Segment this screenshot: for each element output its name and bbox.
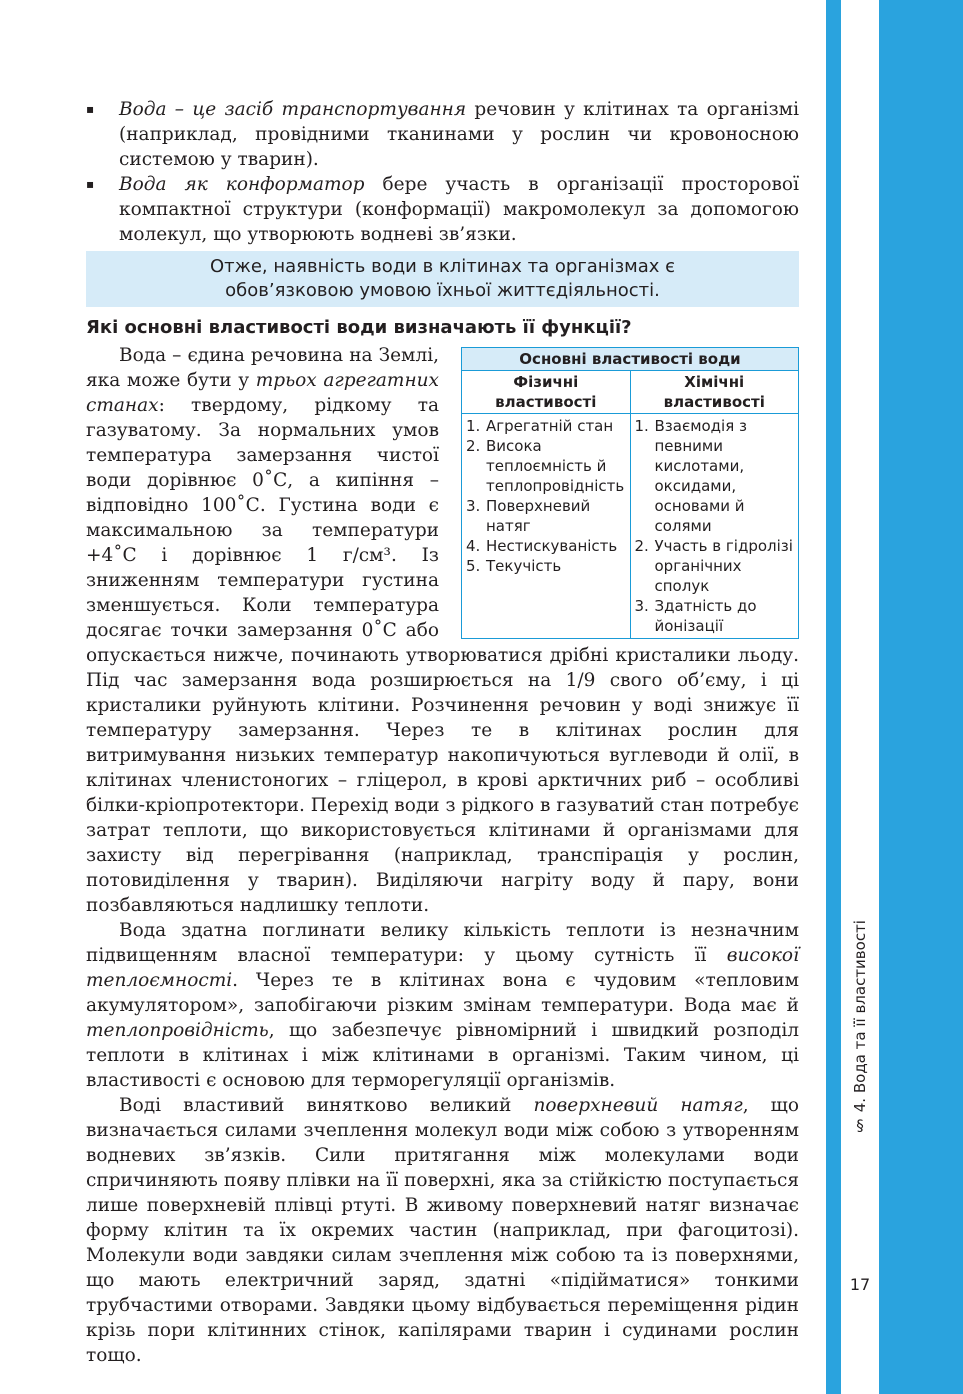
bullet-marker: ▪ bbox=[86, 102, 95, 116]
text-with-table bbox=[86, 343, 799, 918]
text-run: . Через те в клітинах вона є чудовим «тепловим акумулятором», запобігаючи різким змінам температури. Вода має й bbox=[86, 970, 799, 1016]
item-number: 2. bbox=[466, 437, 481, 455]
page-number: 17 bbox=[849, 1275, 871, 1294]
item-text: Поверхневий натяг bbox=[486, 497, 591, 535]
sidebar-stripe-left bbox=[826, 0, 841, 1394]
chemical-properties-list bbox=[635, 416, 795, 636]
bullet-italic: Вода як конформатор bbox=[119, 174, 365, 195]
bullet-conformator bbox=[86, 172, 799, 247]
water-properties-table bbox=[461, 347, 799, 639]
sidebar-stripe-right bbox=[879, 0, 963, 1394]
italic-term: високої теплоємності bbox=[86, 945, 799, 991]
item-number: 3. bbox=[634, 597, 649, 615]
chapter-side-label: § 4. Вода та її властивості bbox=[851, 920, 869, 1135]
bullet-transport bbox=[86, 97, 799, 172]
list-item bbox=[466, 496, 626, 536]
item-number: 3. bbox=[466, 497, 481, 515]
item-number: 1. bbox=[466, 417, 481, 435]
bullet-text: речовин у клітинах та організмі (наприклад, провідними тканинами у рослин чи кровоносною системою у тварин). bbox=[119, 99, 799, 170]
list-item bbox=[635, 596, 795, 636]
physical-properties-list bbox=[466, 416, 626, 576]
table-header-physical: Фізичні властивості bbox=[462, 371, 631, 414]
item-text: Взаємодія з певними кислотами, оксидами, основами й солями bbox=[654, 417, 747, 535]
bullet-text: бере участь в організації просторової компактної структури (конформації) макромолекул за допомогою молекул, що утворюють водневі зв’язки. bbox=[119, 174, 799, 245]
list-item bbox=[466, 436, 626, 496]
italic-term: трьох агрегатних станах bbox=[86, 370, 439, 416]
table-caption: Основні властивості води bbox=[462, 348, 799, 371]
page-body bbox=[86, 97, 799, 1368]
text-run: Вода – єдина речовина на Землі, яка може бути у bbox=[86, 345, 439, 391]
item-number: 5. bbox=[466, 557, 481, 575]
list-item bbox=[466, 416, 626, 436]
list-item bbox=[635, 416, 795, 536]
item-text: Здатність до йонізації bbox=[654, 597, 757, 635]
text-run: , що забезпечує рівномірний і швидкий розподіл теплоти в клітинах і між клітинами в організмі. Таким чином, ці властивості є основою для терморегуляції організмів. bbox=[86, 1020, 799, 1091]
italic-term: теплопровідність bbox=[86, 1020, 269, 1041]
paragraph-heat-capacity bbox=[86, 918, 799, 1093]
item-text: Участь в гідролізі органічних сполук bbox=[654, 537, 793, 595]
paragraph-surface-tension bbox=[86, 1093, 799, 1368]
item-number: 2. bbox=[634, 537, 649, 555]
text-run: , що визначається силами зчеплення молекул води між собою з утворенням водневих зв’язків. Сили притягання між молекулами води спричиняють появу плівки на її поверхні, яка за стійкістю поступається лише поверхневій плівці ртуті. В живому поверхневий натяг визначає форму клітин та їх окремих частин (наприклад, при фагоцитозі). Молекули води завдяки силам зчеплення між собою та із поверхнями, що мають електричний заряд, здатні «підійматися» тонкими трубчастими отворами. Завдяки цьому відбувається переміщення рідин крізь пори клітинних стінок, капілярами тварин і судинами рослин тощо. bbox=[86, 1095, 799, 1366]
item-text: Висока теплоємність й теплопровідність bbox=[486, 437, 625, 495]
callout-line-2: обов’язковою умовою їхньої життєдіяльності. bbox=[225, 280, 660, 301]
item-text: Агрегатній стан bbox=[486, 417, 614, 435]
list-item bbox=[635, 536, 795, 596]
list-item bbox=[466, 536, 626, 556]
text-run: Вода здатна поглинати велику кількість теплоти із незначним підвищенням власної температури: у цьому сутність її bbox=[86, 920, 799, 966]
item-text: Нестискуваність bbox=[486, 537, 618, 555]
item-number: 4. bbox=[466, 537, 481, 555]
bullet-italic: Вода – це засіб транспортування bbox=[119, 99, 467, 120]
item-number: 1. bbox=[634, 417, 649, 435]
item-text: Текучість bbox=[486, 557, 562, 575]
list-item bbox=[466, 556, 626, 576]
italic-term: поверхневий натяг bbox=[533, 1095, 743, 1116]
callout-line-1: Отже, наявність води в клітинах та організмах є bbox=[209, 256, 676, 277]
chemical-properties-cell bbox=[630, 414, 799, 639]
table-header-chemical: Хімічні властивості bbox=[630, 371, 799, 414]
text-run: Воді властивий винятково великий bbox=[119, 1095, 534, 1116]
bullet-marker: ▪ bbox=[86, 177, 95, 191]
section-heading: Які основні властивості води визначають її функції? bbox=[86, 317, 632, 338]
text-run: : твердому, рідкому та газуватому. За нормальних умов температура замерзання чистої води дорівнює 0˚С, а кипіння – відповідно 100˚С. Густина води є максимальною за температури +4˚С і дорівнює 1 г/см³. Із зниженням температури густина зменшується. Коли температура досягає точки замерзання 0˚С або опускається нижче, починають утворюватися дрібні кристалики льоду. Під час замерзання вода розширюється на 1/9 свого об’єму, і ці кристалики руйнують клітини. Розчинення речовин у воді знижує її температуру замерзання. Через те в клітинах рослин для витримування низьких температур накопичуються вуглеводи й олії, в клітинах членистоногих – гліцерол, в крові арктичних риб – особливі білки-кріопротектори. Перехід води з рідкого в газуватий стан потребує затрат теплоти, що використовується клітинами й організмами для захисту від перегрівання (наприклад, транспірація у рослин, потовиділення у тварин). Виділяючи нагріту воду й пару, вони позбавляються надлишку теплоти. bbox=[86, 395, 799, 916]
physical-properties-cell bbox=[462, 414, 631, 639]
conclusion-callout bbox=[86, 251, 799, 307]
